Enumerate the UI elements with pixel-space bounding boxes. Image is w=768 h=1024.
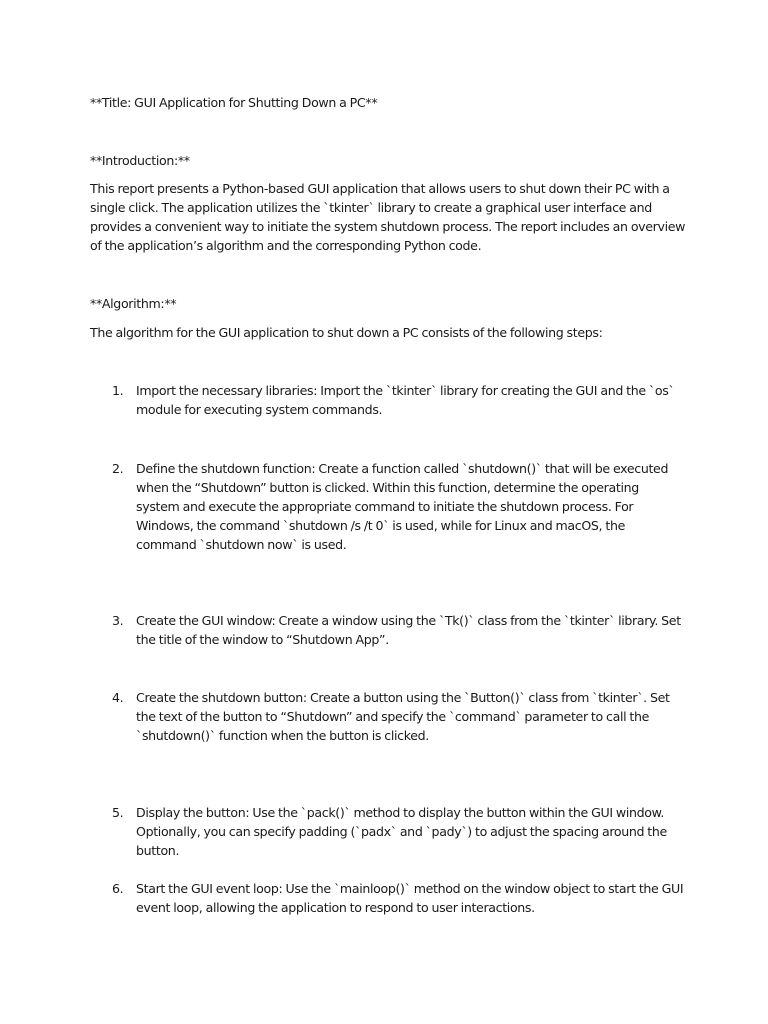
list-item-number: 2. — [112, 461, 124, 476]
list-item-text: Create the GUI window: Create a window using the `Tk()` class from the `tkinter` library. Set the title of the window to “Shutdown App”. — [136, 613, 681, 647]
list-item — [112, 879, 684, 917]
document-title: **Title: GUI Application for Shutting Down a PC** — [90, 95, 378, 110]
list-item-text: Start the GUI event loop: Use the `mainloop()` method on the window object to start the GUI event loop, allowing the application to respond to user interactions. — [136, 881, 684, 915]
list-item — [112, 459, 684, 554]
list-item-text: Display the button: Use the `pack()` method to display the button within the GUI window. Optionally, you can specify padding (`padx` and `pady`) to adjust the spacing around the button. — [136, 805, 667, 858]
list-item — [112, 611, 684, 649]
list-item-number: 6. — [112, 881, 124, 896]
list-item-number: 1. — [112, 383, 124, 398]
list-item-text: Define the shutdown function: Create a function called `shutdown()` that will be executed when the “Shutdown” button is clicked. Within this function, determine the operating system and execute the appropriate command to initiate the shutdown process. For Windows, the command `shutdown /s /t 0` is used, while for Linux and macOS, the command `shutdown now` is used. — [136, 461, 669, 552]
list-item — [112, 381, 684, 419]
list-item-text: Import the necessary libraries: Import the `tkinter` library for creating the GUI and the `os` module for executing system commands. — [136, 383, 675, 417]
list-item — [112, 688, 684, 745]
list-item — [112, 803, 684, 860]
list-item-number: 4. — [112, 690, 124, 705]
introduction-paragraph: This report presents a Python-based GUI application that allows users to shut down their PC with a single click. The application utilizes the `tkinter` library to create a graphical user interface and provides a convenient way to initiate the system shutdown process. The report includes an overview of the application’s algorithm and the corresponding Python code. — [90, 181, 686, 253]
introduction-heading: **Introduction:** — [90, 153, 190, 168]
list-item-number: 5. — [112, 805, 124, 820]
algorithm-intro: The algorithm for the GUI application to shut down a PC consists of the following steps: — [90, 325, 603, 340]
list-item-text: Create the shutdown button: Create a button using the `Button()` class from `tkinter`. Set the text of the button to “Shutdown” and specify the `command` parameter to call the `shutdown()` function when the button is clicked. — [136, 690, 670, 743]
list-item-number: 3. — [112, 613, 124, 628]
algorithm-heading: **Algorithm:** — [90, 296, 177, 311]
